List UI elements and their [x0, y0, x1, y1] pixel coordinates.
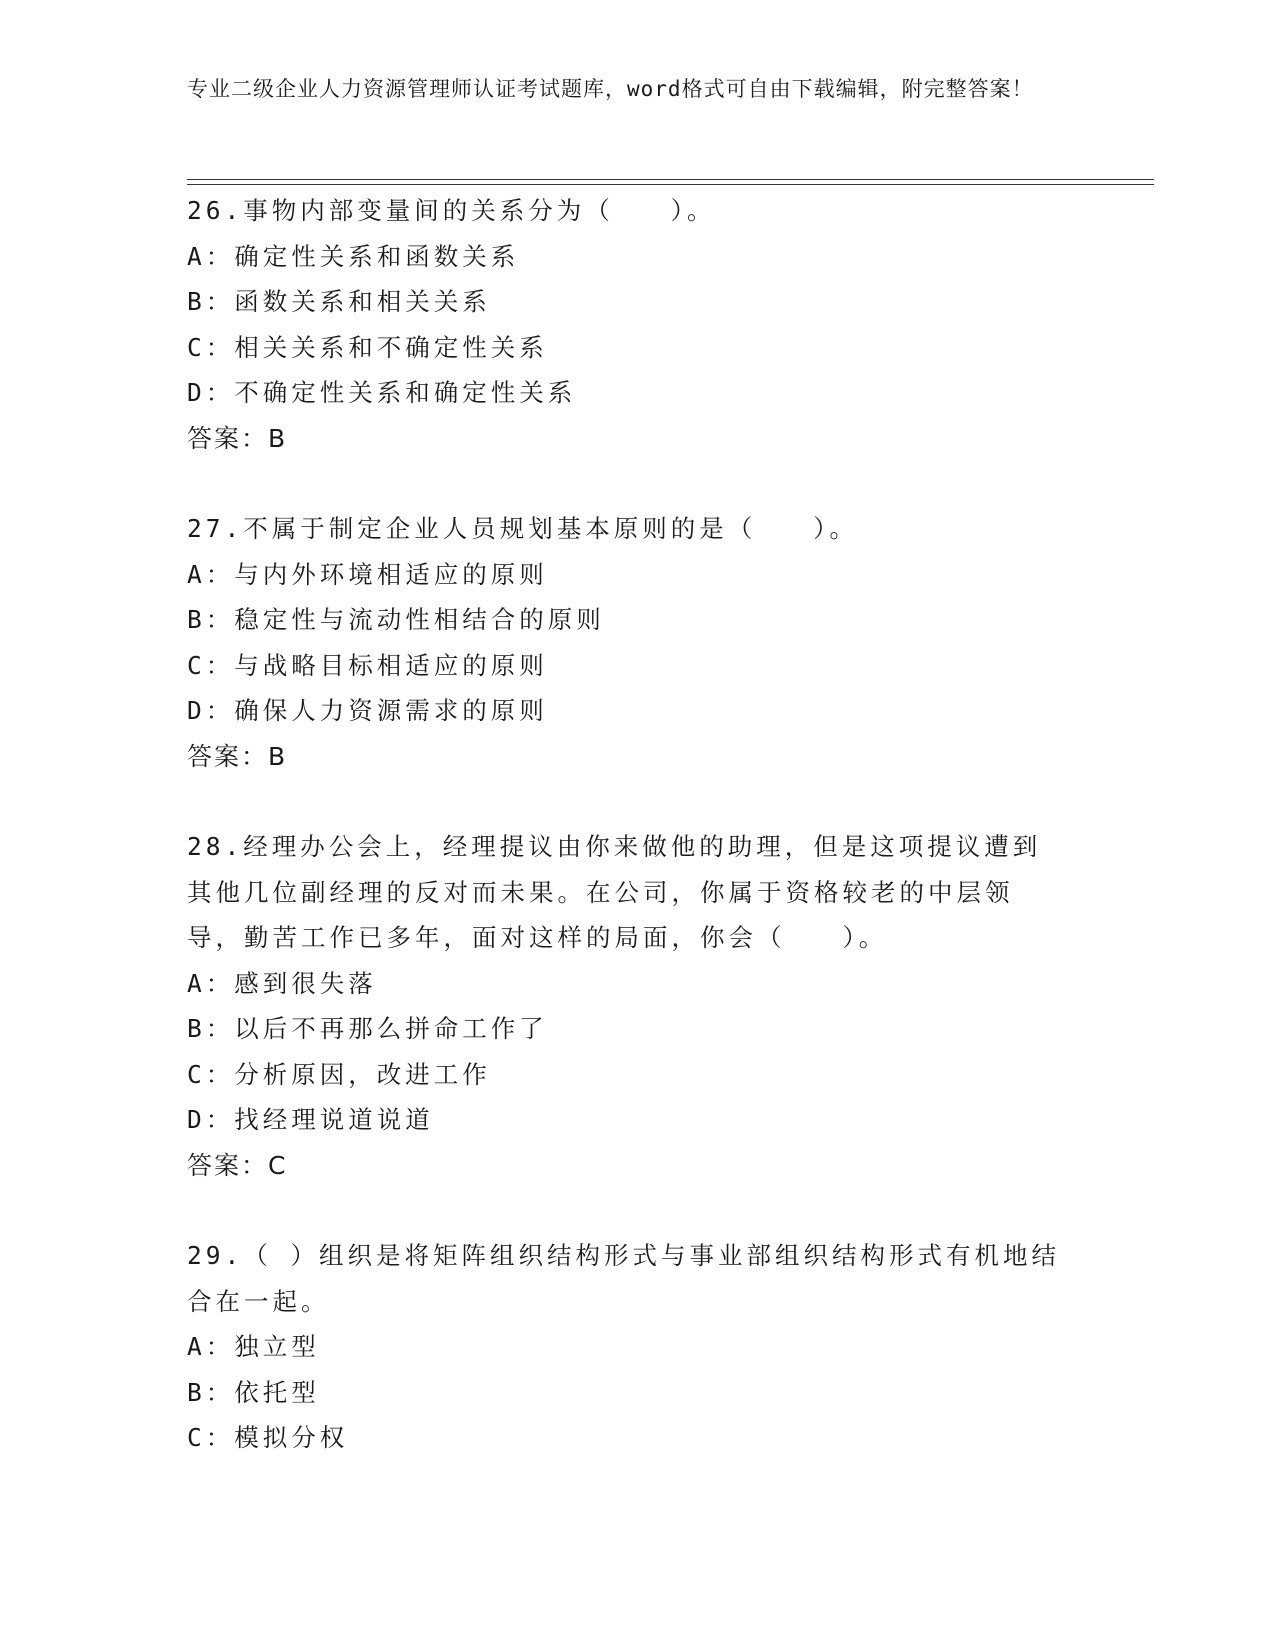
answer-label: 答案：C	[187, 1150, 288, 1180]
option-a: A：与内外环境相适应的原则	[187, 559, 548, 589]
question-list	[187, 188, 1077, 1506]
question-27	[187, 506, 1077, 779]
header-divider-bottom	[187, 184, 1154, 185]
answer-label: 答案：B	[187, 423, 288, 453]
question-28	[187, 824, 1077, 1188]
option-c: C：与战略目标相适应的原则	[187, 650, 548, 680]
question-stem: 28.经理办公会上，经理提议由你来做他的助理，但是这项提议遭到其他几位副经理的反对而未果。在公司，你属于资格较老的中层领导，勤苦工作已多年，面对这样的局面，你会（ ）。	[187, 832, 1042, 952]
option-b: B：稳定性与流动性相结合的原则	[187, 605, 605, 634]
option-a: A：独立型	[187, 1332, 320, 1361]
option-b: B：函数关系和相关关系	[187, 287, 491, 316]
option-c: C：分析原因，改进工作	[187, 1059, 491, 1089]
option-b: B：依托型	[187, 1377, 320, 1407]
option-d: D：找经理说道说道	[187, 1105, 434, 1134]
option-c: C：模拟分权	[187, 1423, 349, 1452]
option-d: D：不确定性关系和确定性关系	[187, 378, 577, 407]
option-c: C：相关关系和不确定性关系	[187, 332, 548, 362]
option-a: A：感到很失落	[187, 968, 377, 998]
header-note: 专业二级企业人力资源管理师认证考试题库，word格式可自由下载编辑，附完整答案！	[187, 77, 1034, 101]
question-29	[187, 1233, 1077, 1461]
option-d: D：确保人力资源需求的原则	[187, 696, 548, 725]
question-26	[187, 188, 1077, 461]
answer-label: 答案：B	[187, 741, 288, 771]
question-stem: 27.不属于制定企业人员规划基本原则的是（ ）。	[187, 514, 858, 543]
question-stem: 29.（ ）组织是将矩阵组织结构形式与事业部组织结构形式有机地结合在一起。	[187, 1241, 1060, 1316]
question-stem: 26.事物内部变量间的关系分为（ ）。	[187, 196, 716, 225]
option-b: B：以后不再那么拼命工作了	[187, 1014, 548, 1043]
header-divider-top	[187, 179, 1154, 180]
option-a: A：确定性关系和函数关系	[187, 241, 520, 271]
